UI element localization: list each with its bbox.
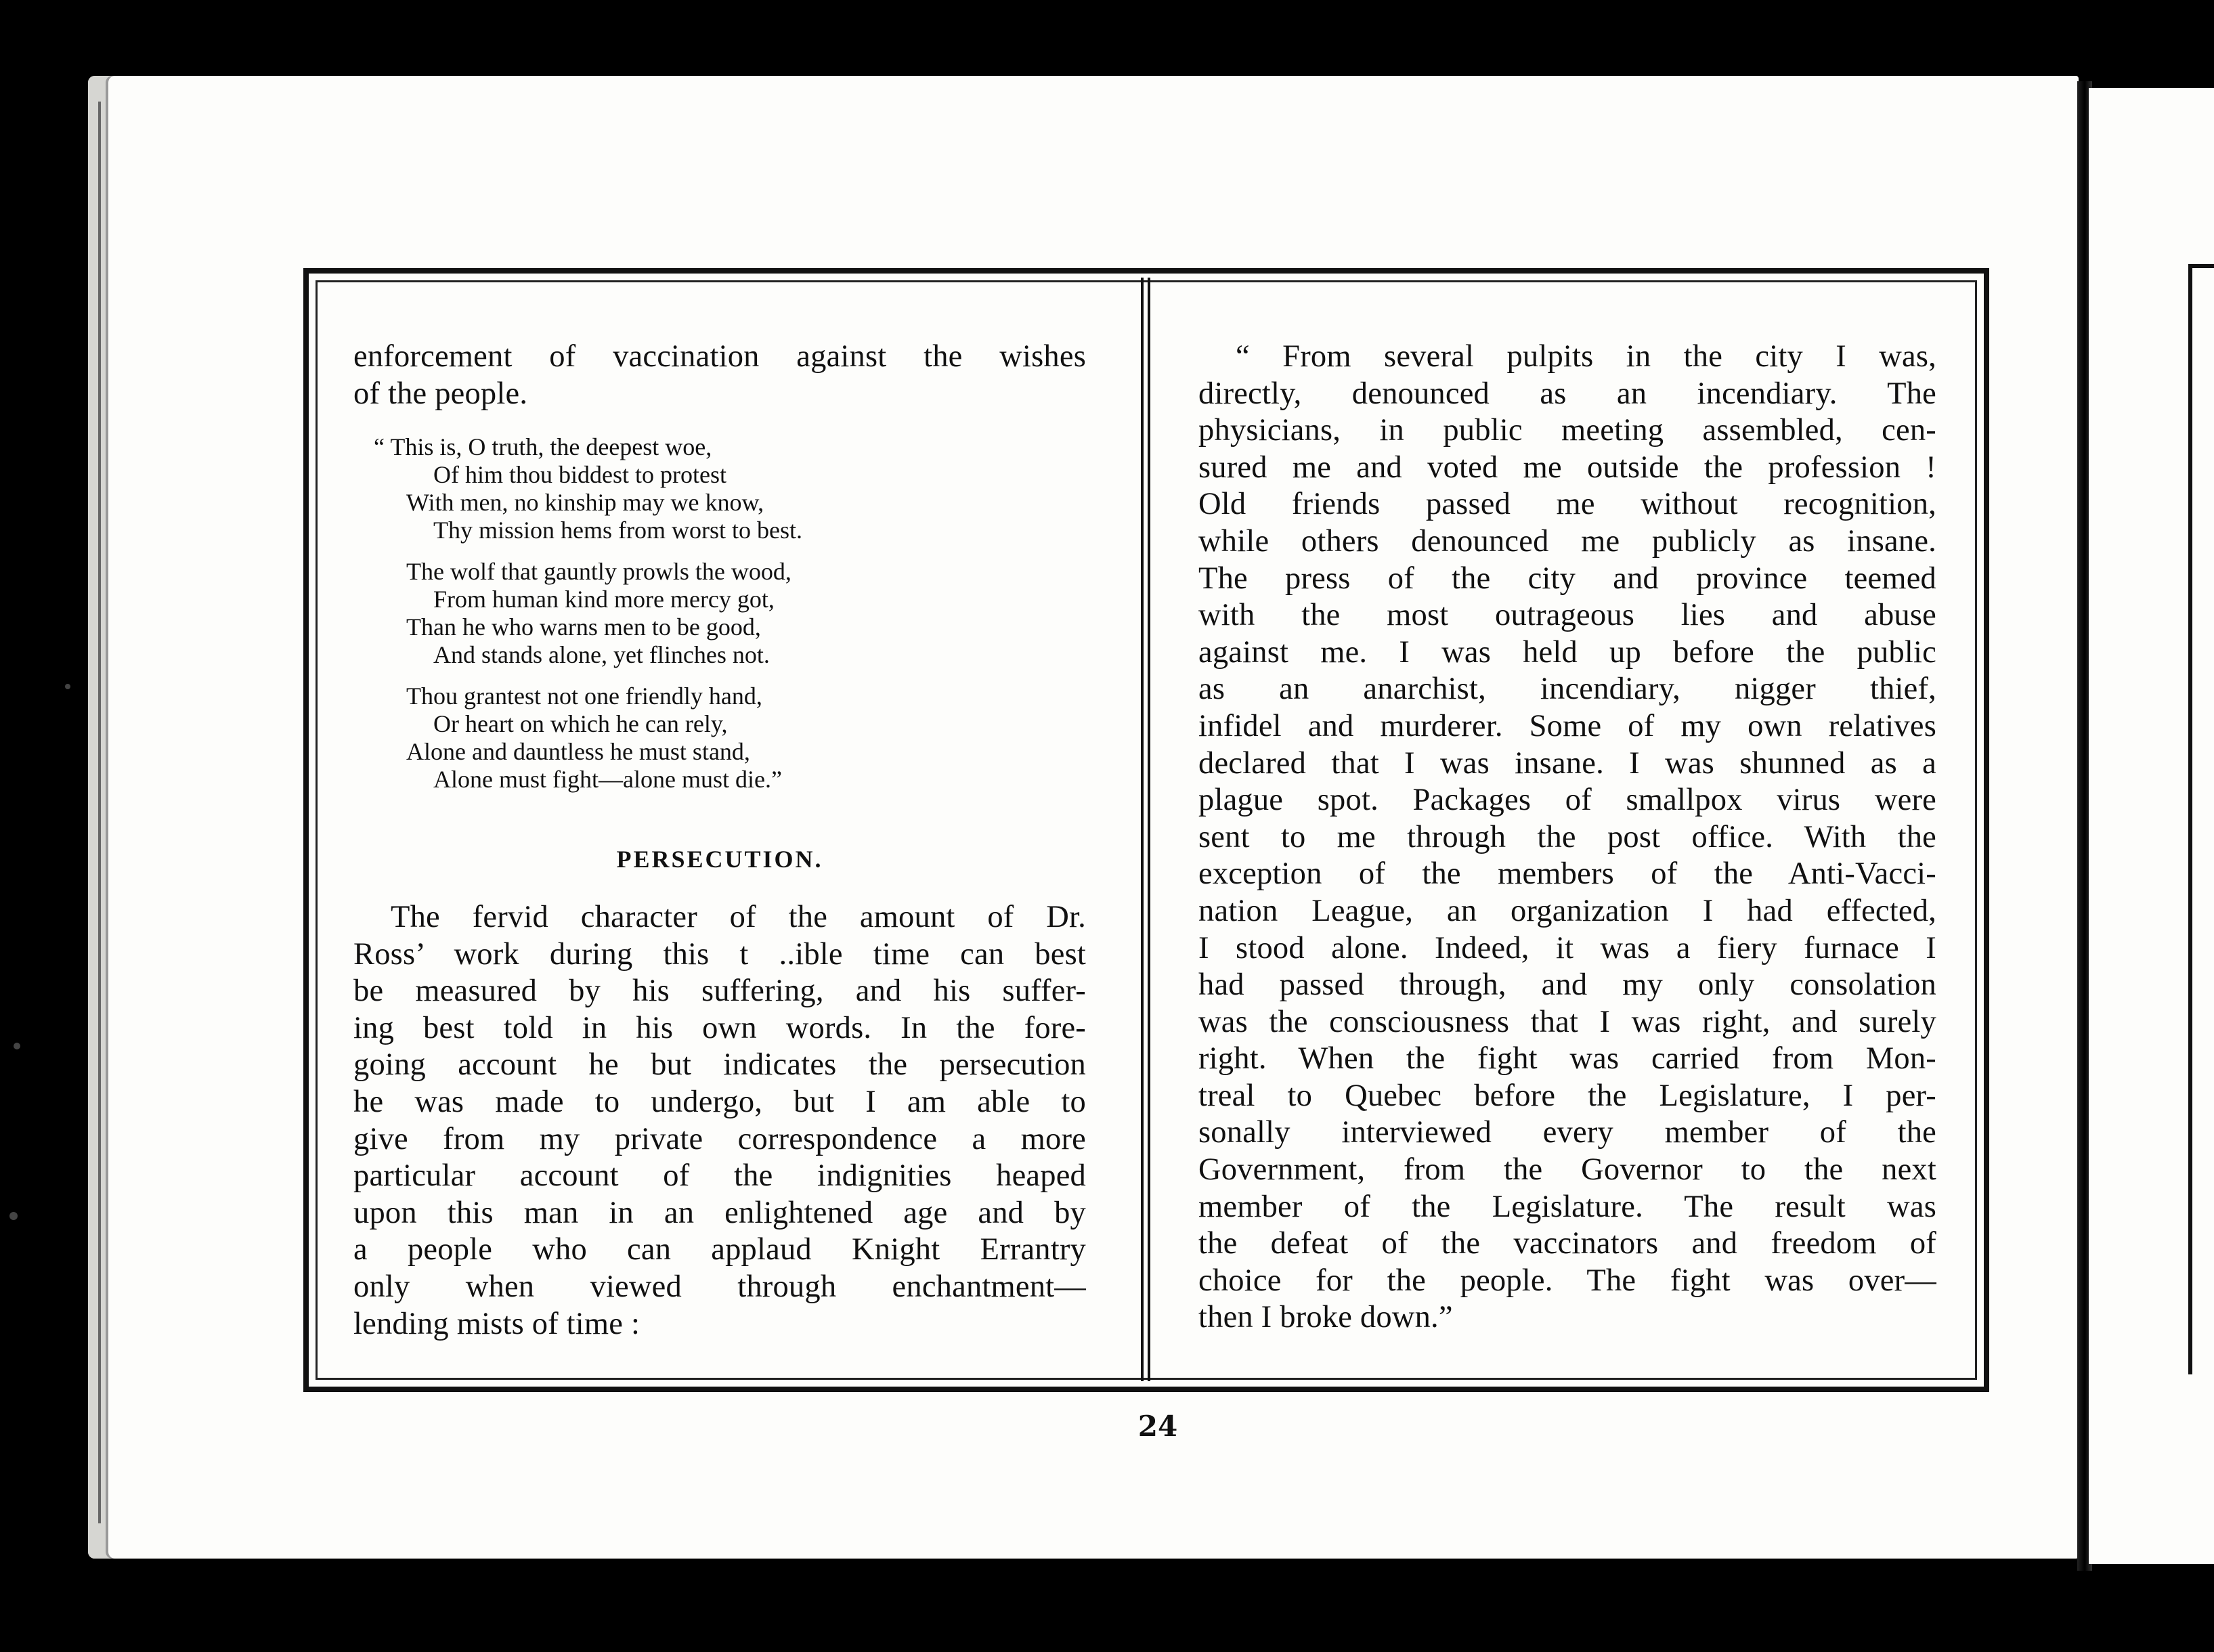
poem-stanza <box>406 682 802 794</box>
text-line: sent to me through the post office. With the <box>1198 819 1936 854</box>
text-line: upon this man in an enlightened age and by <box>353 1195 1086 1230</box>
facing-page <box>2089 88 2214 1564</box>
text-line: enforcement of vaccination against the wishes <box>353 339 1086 374</box>
right-column-paragraph <box>1198 339 1936 1336</box>
text-line: Old friends passed me without recognition, <box>1198 487 1936 522</box>
page-number: 24 <box>1137 1410 1178 1443</box>
facing-page-frame-rule-top <box>2188 264 2214 268</box>
text-line: be measured by his suffering, and his suffer- <box>353 974 1086 1009</box>
left-column-opening <box>353 339 1086 412</box>
poem-line: Alone and dauntless he must stand, <box>406 738 750 765</box>
text-line: right. When the fight was carried from Mon- <box>1198 1041 1936 1077</box>
poem-line: Or heart on which he can rely, <box>433 710 728 737</box>
text-line: “ From several pulpits in the city I was, <box>1236 339 1936 374</box>
text-line: had passed through, and my only consolation <box>1198 968 1936 1003</box>
text-line: was the consciousness that I was right, and surely <box>1198 1004 1936 1039</box>
poem-line: Alone must fight—alone must die.” <box>433 766 782 793</box>
text-line: plague spot. Packages of smallpox virus were <box>1198 783 1936 818</box>
text-line: physicians, in public meeting assembled, cen- <box>1198 413 1936 448</box>
text-line: exception of the members of the Anti-Vacci- <box>1198 856 1936 892</box>
text-line: he was made to undergo, but I am able to <box>353 1084 1086 1119</box>
text-line: of the people. <box>353 376 528 411</box>
text-line: a people who can applaud Knight Errantry <box>353 1232 1086 1267</box>
text-line: while others denounced me publicly as insane. <box>1198 523 1936 559</box>
poem-line: And stands alone, yet flinches not. <box>433 641 770 668</box>
poem-line: Than he who warns men to be good, <box>406 613 761 640</box>
poem-stanza <box>406 558 802 669</box>
text-line: ing best told in his own words. In the fore- <box>353 1010 1086 1045</box>
scan-speck <box>9 1212 18 1220</box>
poem-line: Thou grantest not one friendly hand, <box>406 682 762 710</box>
poem-line: The wolf that gauntly prowls the wood, <box>406 558 791 585</box>
text-line: sured me and voted me outside the profession ! <box>1198 450 1936 485</box>
text-line: give from my private correspondence a more <box>353 1121 1086 1156</box>
facing-page-frame-rule <box>2188 264 2192 1374</box>
poem-stanza <box>374 433 802 544</box>
text-line: infidel and murderer. Some of my own relatives <box>1198 708 1936 743</box>
text-line: Government, from the Governor to the next <box>1198 1152 1936 1188</box>
poem-line: Thy mission hems from worst to best. <box>433 517 802 544</box>
left-column-paragraph <box>353 899 1086 1343</box>
text-line: I stood alone. Indeed, it was a fiery furnace I <box>1198 930 1936 965</box>
page-edge <box>98 102 101 1523</box>
text-line: against me. I was held up before the public <box>1198 634 1936 670</box>
text-line: treal to Quebec before the Legislature, I per- <box>1198 1078 1936 1113</box>
text-line: lending mists of time : <box>353 1306 641 1341</box>
text-line: nation League, an organization I had effected, <box>1198 893 1936 928</box>
text-line: only when viewed through enchantment— <box>353 1269 1086 1304</box>
poem-line: “ This is, O truth, the deepest woe, <box>374 433 712 460</box>
column-divider <box>1141 278 1150 1381</box>
text-line: sonally interviewed every member of the <box>1198 1115 1936 1150</box>
text-line: then I broke down.” <box>1198 1300 1453 1335</box>
section-heading: PERSECUTION. <box>616 846 823 873</box>
text-line: choice for the people. The fight was over— <box>1198 1263 1936 1298</box>
text-line: particular account of the indignities heaped <box>353 1158 1086 1194</box>
scan-speck <box>14 1043 20 1049</box>
text-line: declared that I was insane. I was shunned as a <box>1198 745 1936 781</box>
text-line: The press of the city and province teemed <box>1198 561 1936 596</box>
scan-speck <box>65 684 70 689</box>
text-line: directly, denounced as an incendiary. The <box>1198 376 1936 411</box>
text-line: The fervid character of the amount of Dr. <box>391 900 1086 934</box>
poem <box>374 433 802 807</box>
text-line: as an anarchist, incendiary, nigger thief, <box>1198 672 1936 707</box>
text-line: going account he but indicates the persecution <box>353 1047 1086 1083</box>
poem-line: From human kind more mercy got, <box>433 586 775 613</box>
text-line: Ross’ work during this t ..ible time can best <box>353 936 1086 972</box>
poem-line: Of him thou biddest to protest <box>433 461 726 488</box>
text-line: the defeat of the vaccinators and freedom of <box>1198 1226 1936 1261</box>
poem-line: With men, no kinship may we know, <box>406 489 764 516</box>
text-line: member of the Legislature. The result was <box>1198 1189 1936 1224</box>
text-line: with the most outrageous lies and abuse <box>1198 598 1936 633</box>
